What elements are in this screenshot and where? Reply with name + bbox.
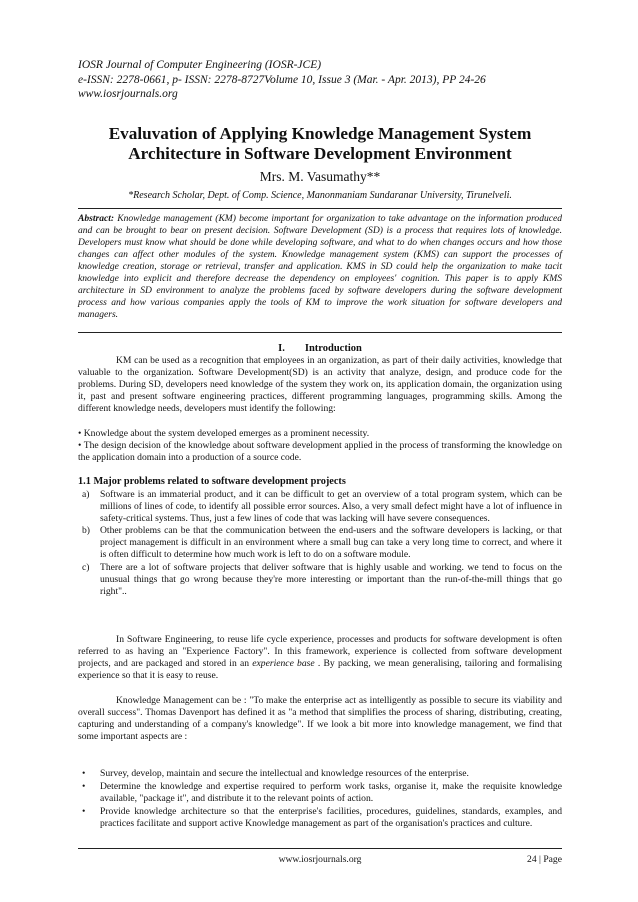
bullet-text: Determine the knowledge and expertise required to perform work tasks, organise it, make the requisite knowledge available, "package it", and distribute it to the relevant points of action. (100, 781, 562, 805)
footer-rule (78, 848, 562, 849)
list-item (78, 562, 562, 598)
title-line-2: Architecture in Software Development Environment (128, 144, 512, 163)
list-item (78, 489, 562, 525)
abstract-top-rule (78, 208, 562, 209)
list-marker: b) (82, 525, 90, 537)
bullet-text: Survey, develop, maintain and secure the intellectual and knowledge resources of the enterprise. (100, 768, 469, 779)
journal-issn: e-ISSN: 2278-0661, p- ISSN: 2278-8727Volume 10, Issue 3 (Mar. - Apr. 2013), PP 24-26 (78, 73, 486, 86)
bullet-item (78, 781, 562, 805)
paragraph-text: In Software Engineering, to reuse life cycle experience, processes and products for software development is often referred to as having an "Experience Factory". In this framework, experience is collected from software development projects, and are packaged and stored in an (78, 634, 562, 670)
section-number: I. (278, 343, 285, 354)
list-item (78, 525, 562, 561)
bullet-item (78, 806, 562, 830)
footer-website: www.iosrjournals.org (278, 854, 362, 865)
list-text: There are a lot of software projects that deliver software that is highly usable and working. we tend to focus on the unusual things that go wrong because they're more interesting or important than the run-of-the-mill things that go right".. (100, 561, 562, 597)
intro-point-2: • The design decision of the knowledge about software development applied in the process of transforming the knowledge on the application domain into a production of a source code. (78, 440, 562, 464)
bullet-item (78, 768, 562, 780)
section-title: Introduction (304, 343, 362, 354)
paragraph-text: . By packing, we mean generalising, tailoring and formalising experience so that it is easy to reuse. (78, 658, 562, 682)
abstract-text: Knowledge management (KM) become important for organization to take advantage on the information produced and can be brought to bear on present decision. Software Development (SD) is a process that requires lots of knowledge. Developers must know what should be done while developing software, and what to do when changes occurs and how those changes can affect other modules of the system. Knowledge management system (KMS) can support the processes of knowledge creation, storage or retrieval, transfer and application. KMS in SD could help the organization to make tacit knowledge into explicit and therefore decrease the dependency on employees' cognition. This paper is to apply KMS architecture in SD environment to analyze the problems faced by software developers during the software development process and how various companies apply the tools of KM to improve the work situation for software developers and managers. (78, 213, 562, 321)
abstract (78, 213, 562, 321)
list-marker: c) (82, 561, 90, 573)
km-aspects-list (78, 768, 562, 831)
bullet-text: Provide knowledge architecture so that the enterprise's facilities, procedures, guidelines, standards, examples, and practices facilitate and support active Knowledge management as part of the organisation's practices and culture. (100, 806, 562, 830)
bullet-icon: • (82, 806, 86, 818)
bullet-icon: • (82, 768, 86, 779)
abstract-bottom-rule (78, 332, 562, 333)
author-affiliation: *Research Scholar, Dept. of Comp. Science, Manonmaniam Sundaranar University, Tirunelveli. (128, 190, 512, 201)
problems-list (78, 489, 562, 598)
km-definition-paragraph: Knowledge Management can be : "To make the enterprise act as intelligently as possible to secure its viability and overall success". Thomas Davenport has defined it as "a method that simplifies the process of sharing, distributing, creating, capturing and understanding of a company's knowledge". If we look a bit more into knowledge management, we find that some important aspects are : (78, 695, 562, 743)
subsection-heading: 1.1 Major problems related to software development projects (78, 476, 346, 487)
intro-paragraph: KM can be used as a recognition that employees in an organization, as part of their daily activities, knowledge that valuable to the organization. Software Development(SD) is an activity that analyze, design, and produce code for the problems. During SD, developers need knowledge of the system they work on, its application domain, the organization using it, past and present software engineering practices, different programming languages, programming skills. Among the different knowledge needs, developers must identify the following: (78, 355, 562, 415)
abstract-label: Abstract: (78, 213, 115, 224)
experience-factory-paragraph (78, 634, 562, 682)
journal-website: www.iosrjournals.org (78, 88, 178, 101)
intro-point-1: • Knowledge about the system developed emerges as a prominent necessity. (78, 428, 370, 439)
journal-header (78, 58, 486, 102)
list-text: Software is an immaterial product, and it can be difficult to get an overview of a total program system, which can be millions of lines of code, to identify all possible error sources. Also, a very small defect might have a lot of influence in safety-critical systems. Thus, just a few lines of code that was lacking will have severe consequences. (100, 489, 562, 525)
paper-title (78, 124, 562, 164)
list-marker: a) (82, 489, 90, 500)
author-name: Mrs. M. Vasumathy** (259, 169, 381, 184)
emphasis-text: experience base (252, 658, 315, 670)
list-text: Other problems can be that the communication between the end-users and the software developers is lacking, or that project management is difficult in an environment where a small bug can take a very long time to correct, and where it is often difficult to determine how much work is left to do on a software module. (100, 525, 562, 561)
bullet-icon: • (82, 781, 86, 793)
journal-name: IOSR Journal of Computer Engineering (IOSR-JCE) (78, 59, 322, 71)
title-line-1: Evaluvation of Applying Knowledge Management System (108, 124, 532, 143)
section-heading (78, 343, 562, 354)
page-number: 24 | Page (527, 854, 562, 865)
